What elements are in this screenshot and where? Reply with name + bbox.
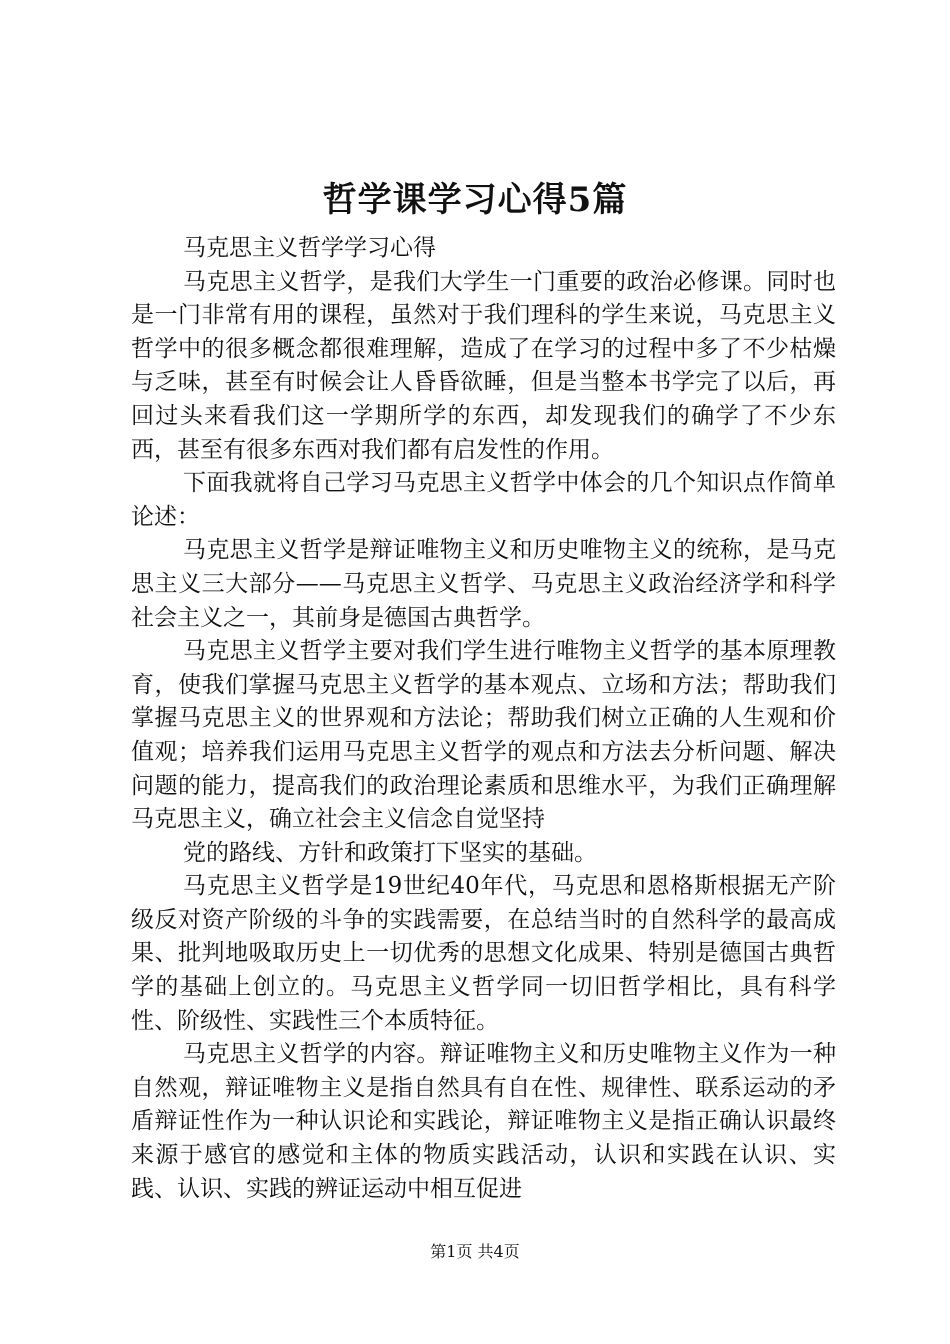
paragraph: 马克思主义哲学，是我们大学生一门重要的政治必修课。同时也是一门非常有用的课程，虽然对于我们理科的学生来说，马克思主义哲学中的很多概念都很难理解，造成了在学习的过程中多了不少枯燥与乏味，甚至有时候会让人昏昏欲睡，但是当整本书学完了以后，再回过头来看我们这一学期所学的东西，却发现我们的确学了不少东西，甚至有很多东西对我们都有启发性的作用。 xyxy=(131,268,836,463)
paragraph: 党的路线、方针和政策打下坚实的基础。 xyxy=(183,839,597,866)
document-title: 哲学课学习心得5篇 xyxy=(322,180,628,220)
paragraph: 马克思主义哲学主要对我们学生进行唯物主义哲学的基本原理教育，使我们掌握马克思主义哲学的基本观点、立场和方法；帮助我们掌握马克思主义的世界观和方法论；帮助我们树立正确的人生观和价值观；培养我们运用马克思主义哲学的观点和方法去分析问题、解决问题的能力，提高我们的政治理论素质和思维水平，为我们正确理解马克思主义，确立社会主义信念自觉坚持 xyxy=(131,638,836,833)
page-number-footer: 第1页 共4页 xyxy=(430,1242,520,1261)
document-body xyxy=(131,232,836,1206)
paragraph-subtitle: 马克思主义哲学学习心得 xyxy=(183,235,436,261)
paragraph: 马克思主义哲学是19世纪40年代，马克思和恩格斯根据无产阶级反对资产阶级的斗争的实践需要，在总结当时的自然科学的最高成果、批判地吸取历史上一切优秀的思想文化成果、特别是德国古典哲学的基础上创立的。马克思主义哲学同一切旧哲学相比，具有科学性、阶级性、实践性三个本质特征。 xyxy=(131,873,836,1034)
paragraph: 下面我就将自己学习马克思主义哲学中体会的几个知识点作简单论述： xyxy=(131,470,836,530)
paragraph: 马克思主义哲学是辩证唯物主义和历史唯物主义的统称，是马克思主义三大部分——马克思主义哲学、马克思主义政治经济学和科学社会主义之一，其前身是德国古典哲学。 xyxy=(131,537,836,631)
paragraph: 马克思主义哲学的内容。辩证唯物主义和历史唯物主义作为一种自然观，辩证唯物主义是指自然具有自在性、规律性、联系运动的矛盾辩证性作为一种认识论和实践论，辩证唯物主义是指正确认识最终来源于感官的感觉和主体的物质实践活动，认识和实践在认识、实践、认识、实践的辨证运动中相互促进 xyxy=(131,1041,836,1202)
